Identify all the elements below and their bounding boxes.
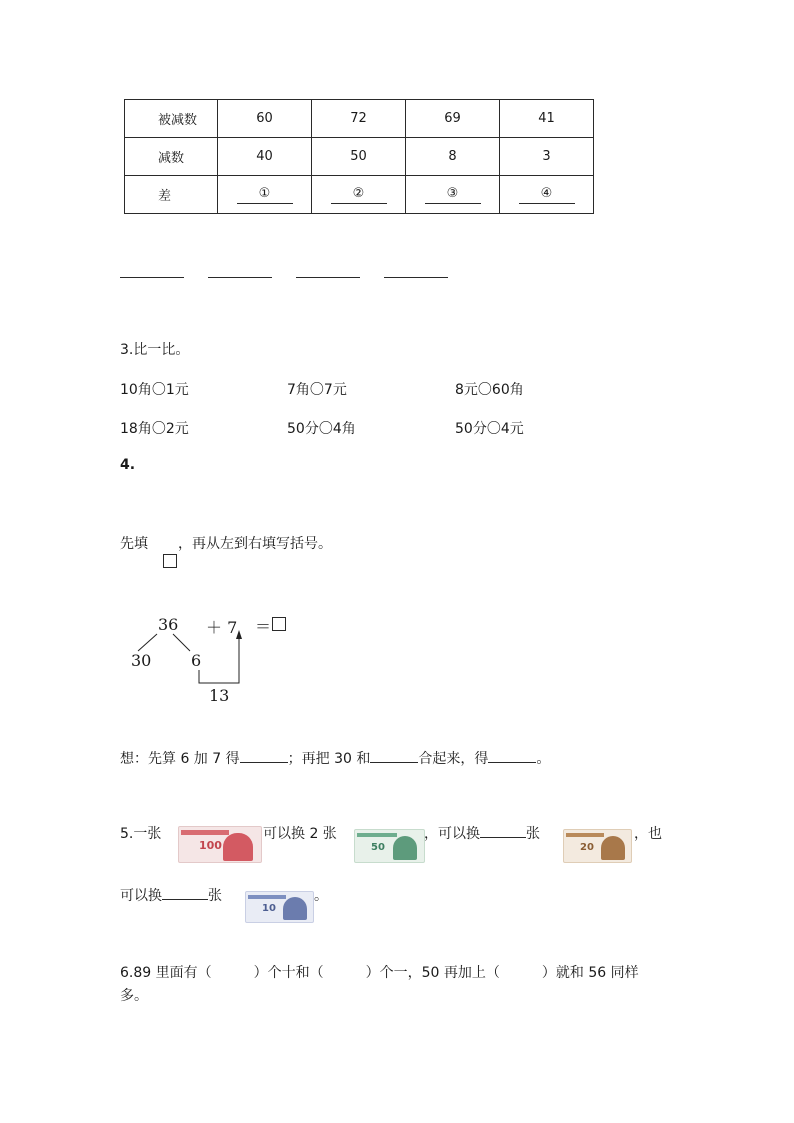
row-label: 差 (125, 176, 218, 214)
answer-box[interactable] (163, 554, 177, 568)
q5-line1 (424, 823, 540, 843)
compare-item: 50分〇4元 (455, 421, 524, 437)
answer-blank[interactable] (384, 277, 448, 278)
table-cell: 8 (406, 138, 500, 176)
q5-text-h: 。 (314, 888, 328, 904)
think-text-c: 合起来，得 (418, 751, 489, 767)
answer-blank[interactable] (296, 277, 360, 278)
row-label: 减数 (125, 138, 218, 176)
subtraction-table (124, 99, 594, 214)
q5-text-c: ，可以换 (424, 826, 480, 842)
answer-mark: ③ (425, 187, 481, 204)
question-3-title: 3.比一比。 (120, 342, 190, 358)
q5-text-g: 张 (208, 888, 222, 904)
banknote-100-image (178, 826, 262, 863)
question-4-number: 4. (120, 457, 136, 473)
answer-blank[interactable] (370, 748, 418, 763)
arrow-head (236, 630, 242, 639)
answer-blank[interactable] (480, 823, 526, 838)
answer-box[interactable] (272, 617, 286, 631)
banknote-value: 100 (199, 839, 222, 852)
q5-text-a: 5.一张 (120, 826, 162, 842)
think-text-b: ；再把 30 和 (287, 751, 371, 767)
banknote-10-image (245, 891, 314, 923)
branch-left-line (138, 634, 157, 651)
question-6-line2: 多。 (120, 988, 148, 1004)
question-6-line1: 6.89 里面有（ ）个十和（ ）个一，50 再加上（ ）就和 56 同样 (120, 965, 639, 981)
banknote-value: 20 (580, 842, 594, 853)
portrait-icon (283, 897, 307, 920)
q5-text-e: ，也 (634, 826, 662, 842)
diagram-plus-seven: ＋ 7 (206, 618, 238, 637)
q5-text-b: 可以换 2 张 (263, 826, 337, 842)
diagram-top-number: 36 (158, 615, 179, 634)
bracket-line (199, 637, 239, 683)
q4-instruction-b: ，再从左到右填写括号。 (178, 536, 332, 552)
table-cell: 50 (312, 138, 406, 176)
q5-line2 (120, 885, 222, 905)
portrait-icon (393, 836, 417, 860)
compare-item: 50分〇4角 (287, 421, 356, 437)
portrait-icon (223, 833, 253, 861)
banknote-value: 10 (262, 903, 276, 914)
table-row (125, 138, 594, 176)
q5-text-f: 可以换 (120, 888, 162, 904)
compare-item: 10角〇1元 (120, 382, 189, 398)
answer-blank[interactable] (208, 277, 272, 278)
diagram-bottom-number: 13 (209, 686, 230, 705)
answer-blank[interactable] (120, 277, 184, 278)
answer-cell[interactable] (500, 176, 594, 214)
table-cell: 3 (500, 138, 594, 176)
table-cell: 69 (406, 100, 500, 138)
answer-mark: ④ (519, 187, 575, 204)
table-cell: 60 (218, 100, 312, 138)
compare-item: 7角〇7元 (287, 382, 347, 398)
table-row (125, 100, 594, 138)
answer-cell[interactable] (406, 176, 500, 214)
table-cell: 72 (312, 100, 406, 138)
q5-text-d: 张 (526, 826, 540, 842)
row-label: 被减数 (125, 100, 218, 138)
answer-cell[interactable] (218, 176, 312, 214)
branch-right-line (173, 634, 190, 651)
answer-blank[interactable] (162, 885, 208, 900)
answer-blank[interactable] (240, 748, 288, 763)
q4-think-line (120, 748, 550, 768)
answer-mark: ② (331, 187, 387, 204)
table-row (125, 176, 594, 214)
banknote-20-image (563, 829, 632, 863)
q4-instruction-a: 先填 (120, 536, 148, 552)
diagram-mid-number: 6 (191, 651, 202, 670)
table-cell: 41 (500, 100, 594, 138)
answer-mark: ① (237, 187, 293, 204)
answer-cell[interactable] (312, 176, 406, 214)
compare-item: 8元〇60角 (455, 382, 524, 398)
think-text-a: 想：先算 6 加 7 得 (120, 751, 240, 767)
answer-blank[interactable] (488, 748, 536, 763)
diagram-left-number: 30 (131, 651, 152, 670)
diagram-equals: ＝ (255, 617, 272, 636)
portrait-icon (601, 836, 625, 860)
compare-item: 18角〇2元 (120, 421, 189, 437)
decomposition-lines (130, 620, 260, 690)
think-text-d: 。 (536, 751, 551, 767)
table-cell: 40 (218, 138, 312, 176)
banknote-50-image (354, 829, 425, 863)
banknote-value: 50 (371, 842, 385, 853)
